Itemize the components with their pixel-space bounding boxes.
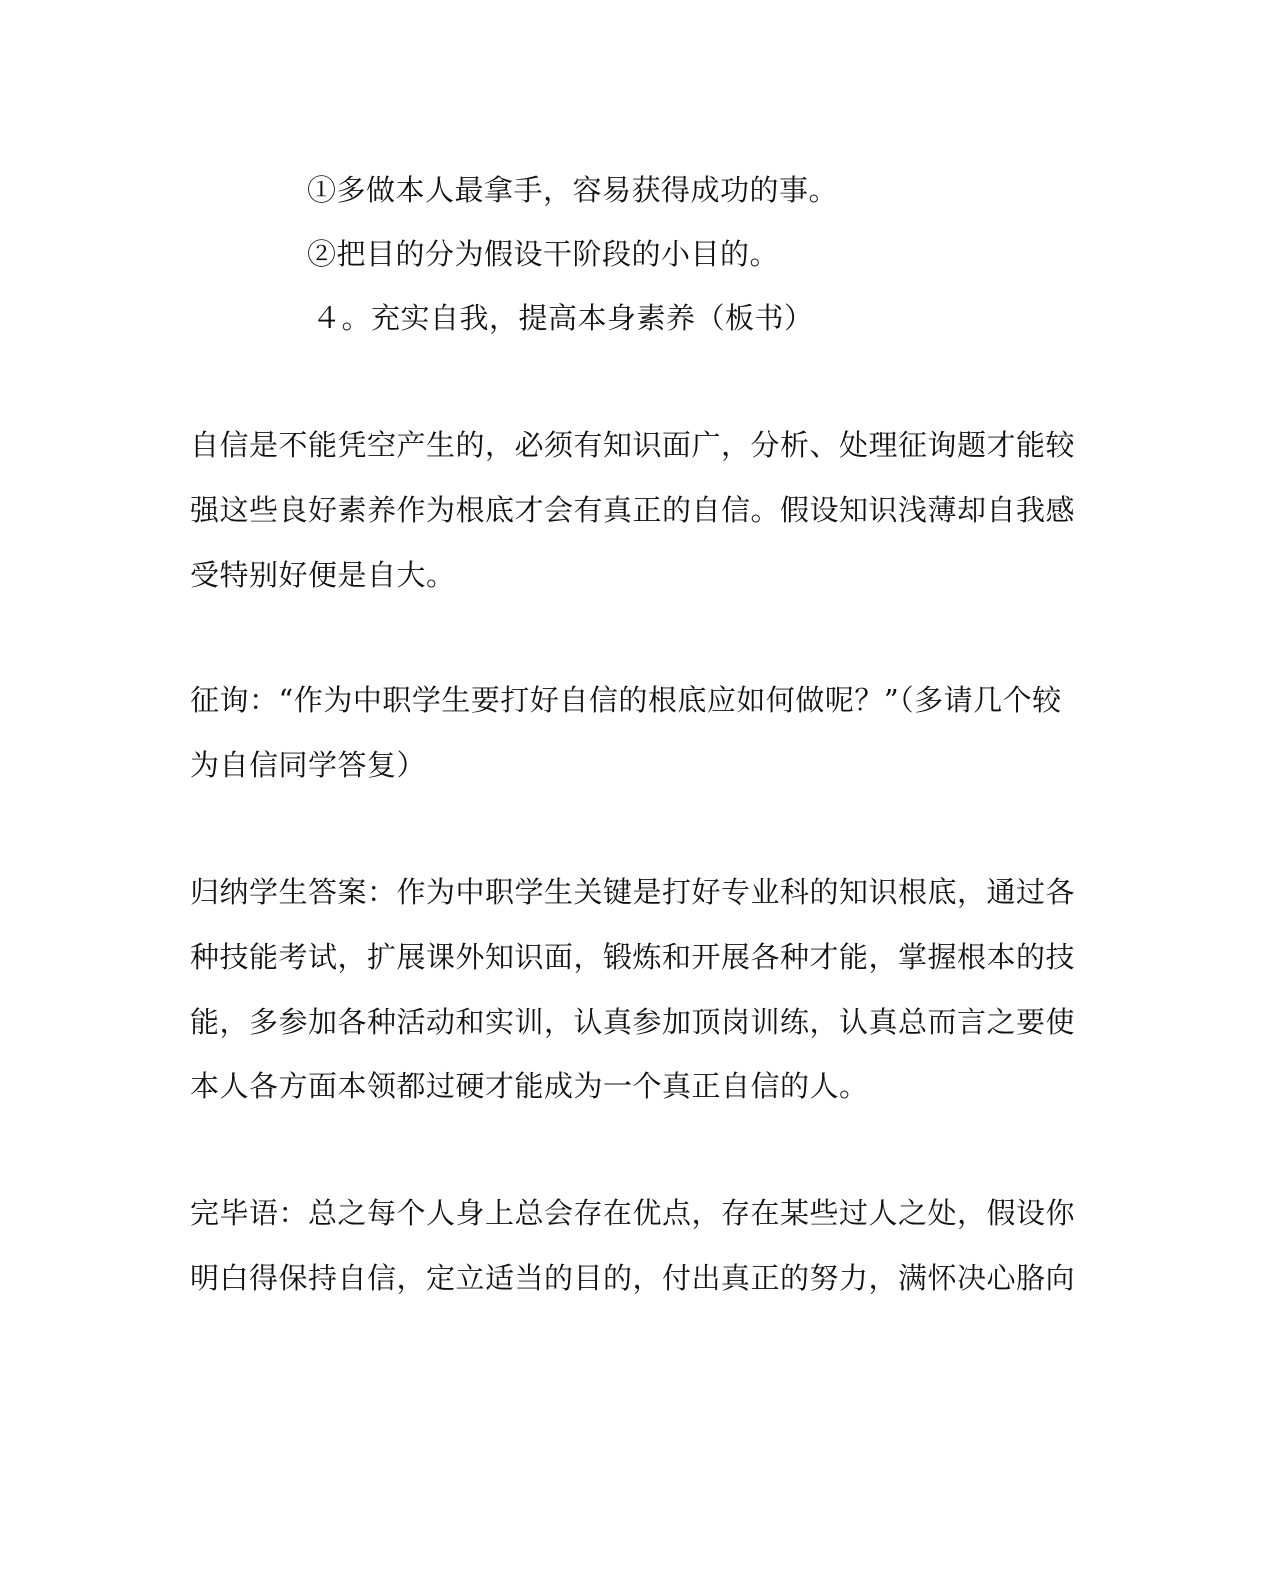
paragraph-1-line-3: 受特别好便是自大。 bbox=[190, 558, 456, 592]
paragraph-2-line-1: 征询：“作为中职学生要打好自信的根底应如何做呢？”（多请几个较 bbox=[190, 683, 1062, 717]
list-item-2: ②把目的分为假设干阶段的小目的。 bbox=[307, 237, 780, 271]
paragraph-3-line-1: 归纳学生答案：作为中职学生关键是打好专业科的知识根底，通过各 bbox=[190, 875, 1076, 909]
paragraph-3-line-2: 种技能考试，扩展课外知识面，锻炼和开展各种才能，掌握根本的技 bbox=[190, 940, 1076, 974]
paragraph-4-line-1: 完毕语：总之每个人身上总会存在优点，存在某些过人之处，假设你 bbox=[190, 1196, 1076, 1230]
section-heading-4: ４。充实自我，提高本身素养（板书） bbox=[312, 301, 814, 335]
paragraph-2-line-2: 为自信同学答复） bbox=[190, 748, 427, 782]
paragraph-1-line-2: 强这些良好素养作为根底才会有真正的自信。假设知识浅薄却自我感 bbox=[190, 493, 1076, 527]
paragraph-1-line-1: 自信是不能凭空产生的，必须有知识面广，分析、处理征询题才能较 bbox=[190, 428, 1076, 462]
paragraph-3-line-4: 本人各方面本领都过硬才能成为一个真正自信的人。 bbox=[190, 1069, 869, 1103]
paragraph-3-line-3: 能，多参加各种活动和实训，认真参加顶岗训练，认真总而言之要使 bbox=[190, 1005, 1076, 1039]
list-item-1: ①多做本人最拿手，容易获得成功的事。 bbox=[307, 173, 839, 207]
paragraph-4-line-2: 明白得保持自信，定立适当的目的，付出真正的努力，满怀决心胳向 bbox=[190, 1261, 1076, 1295]
